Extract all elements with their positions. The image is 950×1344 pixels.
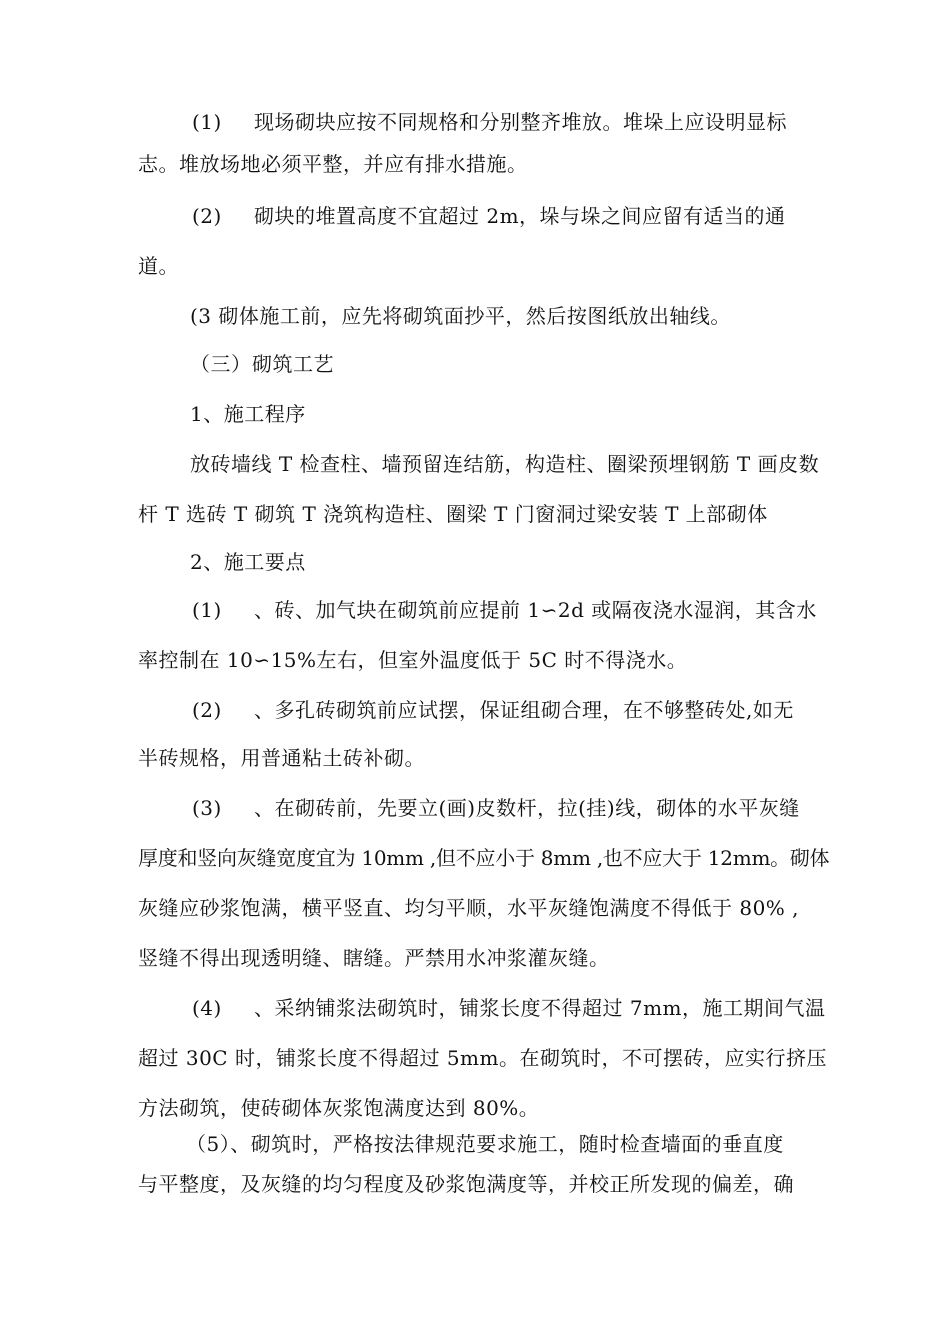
section-title: 砌筑工艺 [252, 352, 334, 376]
paragraph-line [186, 1130, 784, 1158]
line-text: 与平整度，及灰缝的均匀程度及砂浆饱满度等，并校正所发现的偏差，确 [138, 1172, 794, 1196]
subsection-heading [190, 400, 306, 428]
line-text: 志。堆放场地必须平整，并应有排水措施。 [138, 152, 528, 176]
paragraph-line [138, 646, 687, 674]
paragraph-line [192, 696, 794, 724]
line-text: 放砖墙线 T 检查柱、墙预留连结筋，构造柱、圈梁预埋钢筋 T 画皮数 [190, 452, 820, 476]
item-number: (3) [192, 796, 222, 820]
paragraph-line [138, 1044, 827, 1072]
item-number: (2) [192, 698, 222, 722]
item-number: (1) [192, 598, 222, 622]
item-number: (2) [192, 204, 222, 228]
line-text: 现场砌块应按不同规格和分别整齐堆放。堆垛上应设明显标 [254, 110, 787, 134]
subsection-heading [190, 548, 306, 576]
line-text: 2、施工要点 [190, 550, 306, 574]
line-text: 、采纳铺浆法砌筑时，铺浆长度不得超过 7mm，施工期间气温 [254, 996, 826, 1020]
paragraph-line [138, 744, 425, 772]
paragraph-line [192, 596, 817, 624]
paragraph-line [138, 252, 179, 280]
paragraph-line [138, 844, 829, 872]
line-text: （5）、砌筑时，严格按法律规范要求施工，随时检查墙面的垂直度 [186, 1132, 784, 1156]
line-text: 、多孔砖砌筑前应试摆，保证组砌合理，在不够整砖处,如无 [254, 698, 794, 722]
line-text: 率控制在 10∽15%左右，但室外温度低于 5C 时不得浇水。 [138, 648, 688, 672]
line-text: 、砖、加气块在砌筑前应提前 1∽2d 或隔夜浇水湿润，其含水 [254, 598, 817, 622]
paragraph-line [138, 894, 799, 922]
paragraph-line [138, 500, 768, 528]
item-number: (1) [192, 110, 222, 134]
paragraph-line [190, 450, 819, 478]
paragraph-line [190, 302, 731, 330]
line-text: (3 砌体施工前，应先将砌筑面抄平，然后按图纸放出轴线。 [190, 304, 731, 328]
line-text: 灰缝应砂浆饱满，横平竖直、均匀平顺，水平灰缝饱满度不得低于 80% , [138, 896, 800, 920]
section-number: （三） [190, 352, 252, 376]
line-text: 砌块的堆置高度不宜超过 2m，垛与垛之间应留有适当的通 [254, 204, 786, 228]
line-text: 厚度和竖向灰缝宽度宜为 10mm ,但不应小于 8mm ,也不应大于 12mm。砌体 [138, 846, 830, 870]
line-text: 方法砌筑，使砖砌体灰浆饱满度达到 80%。 [138, 1096, 540, 1120]
paragraph-line [138, 944, 610, 972]
paragraph-line [192, 994, 826, 1022]
line-text: 半砖规格，用普通粘土砖补砌。 [138, 746, 425, 770]
section-heading [190, 350, 334, 378]
item-number: (4) [192, 996, 222, 1020]
line-text: 道。 [138, 254, 179, 278]
paragraph-line [138, 1170, 794, 1198]
paragraph-line [192, 794, 800, 822]
paragraph-line [192, 202, 786, 230]
paragraph-line [192, 108, 787, 136]
paragraph-line [138, 1094, 539, 1122]
line-text: 杆 T 选砖 T 砌筑 T 浇筑构造柱、圈梁 T 门窗洞过梁安装 T 上部砌体 [138, 502, 768, 526]
line-text: 、在砌砖前，先要立(画)皮数杆，拉(挂)线，砌体的水平灰缝 [254, 796, 800, 820]
line-text: 1、施工程序 [190, 402, 306, 426]
line-text: 超过 30C 时，铺浆长度不得超过 5mm。在砌筑时，不可摆砖，应实行挤压 [138, 1046, 827, 1070]
paragraph-line [138, 150, 528, 178]
line-text: 竖缝不得出现透明缝、瞎缝。严禁用水冲浆灌灰缝。 [138, 946, 610, 970]
